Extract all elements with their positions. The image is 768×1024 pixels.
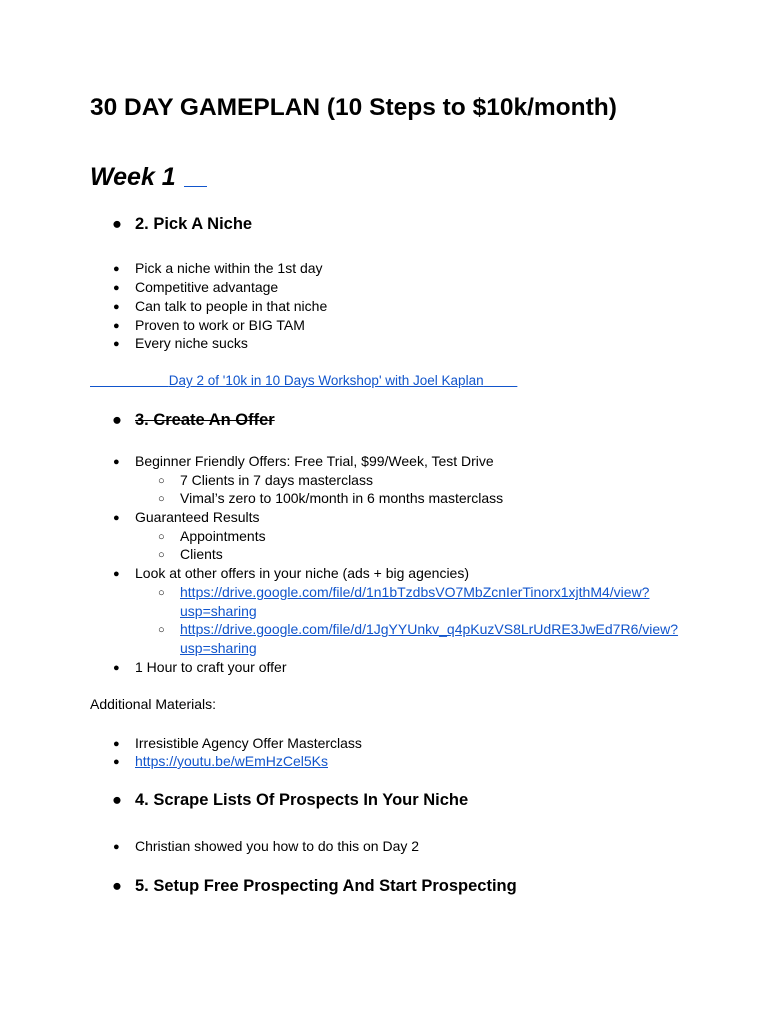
bullet-icon: ● [113,841,120,853]
bullet-icon: ● [113,662,120,674]
hollow-bullet-icon: ○ [158,531,165,543]
drive-link-1[interactable]: https://drive.google.com/file/d/1n1bTzdbsVO7MbZcnIerTinorx1xjthM4/view? [180,584,650,600]
list-item: ● Competitive advantage [113,278,278,298]
list-item: ● Proven to work or BIG TAM [113,316,305,336]
section-heading-create-an-offer: ● 3. Create An Offer [112,411,275,429]
section-heading-setup-prospecting: ● 5. Setup Free Prospecting And Start Prospecting [112,877,517,895]
bullet-icon: ● [112,877,122,895]
document-title: 30 DAY GAMEPLAN (10 Steps to $10k/month) [90,94,617,121]
bullet-icon: ● [112,791,122,809]
list-item: ● Beginner Friendly Offers: Free Trial, $99/Week, Test Drive [113,452,494,472]
hollow-bullet-icon: ○ [158,624,165,636]
week-heading-underline [184,185,207,187]
sub-list-item: ○ Clients [158,545,223,565]
bullet-icon: ● [113,738,120,750]
list-item [113,752,328,772]
list-item: ● 1 Hour to craft your offer [113,658,286,678]
bullet-icon: ● [113,301,120,313]
list-item: ● Look at other offers in your niche (ads + big agencies) [113,564,469,584]
week-heading [90,160,207,194]
hollow-bullet-icon: ○ [158,475,165,487]
bullet-icon: ● [113,282,120,294]
bullet-icon: ● [113,263,120,275]
bullet-icon: ● [112,215,122,233]
additional-materials-label: Additional Materials: [90,696,217,712]
list-item: ● Christian showed you how to do this on Day 2 [113,837,419,857]
bullet-icon: ● [113,338,120,350]
list-item: ● Irresistible Agency Offer Masterclass [113,734,362,754]
list-item: ● Every niche sucks [113,334,248,354]
sub-list-item: ○ 7 Clients in 7 days masterclass [158,471,373,491]
sub-list-item-continuation [158,639,257,658]
bullet-icon: ● [113,512,120,524]
drive-link-2[interactable]: https://drive.google.com/file/d/1JgYYUnkv_q4pKuzVS8LrUdRE3JwEd7R6/view? [180,621,679,637]
hollow-bullet-icon: ○ [158,549,165,561]
sub-list-item: ○ Appointments [158,527,266,547]
list-item: ● Can talk to people in that niche [113,297,327,317]
youtube-link[interactable]: https://youtu.be/wEmHzCel5Ks [135,753,328,769]
sub-list-item [158,620,678,640]
bullet-icon: ● [113,568,120,580]
bullet-icon: ● [113,456,120,468]
section-heading-pick-a-niche: ● 2. Pick A Niche [112,215,253,233]
sub-list-item [158,583,649,603]
list-item: ● Pick a niche within the 1st day [113,259,323,279]
week-heading-text: Week 1 [90,163,176,191]
bullet-icon: ● [113,756,120,768]
workshop-reference-link[interactable]: Day 2 of '10k in 10 Days Workshop' with Joel Kaplan [168,373,484,388]
bullet-icon: ● [112,411,122,429]
hollow-bullet-icon: ○ [158,493,165,505]
bullet-icon: ● [113,320,120,332]
section-heading-scrape-lists: ● 4. Scrape Lists Of Prospects In Your Niche [112,791,469,809]
hollow-bullet-icon: ○ [158,587,165,599]
sub-list-item: ○ Vimal’s zero to 100k/month in 6 months masterclass [158,489,503,509]
drive-link-2-continuation[interactable]: usp=sharing [180,640,257,656]
list-item: ● Guaranteed Results [113,508,260,528]
sub-list-item-continuation [158,602,257,621]
drive-link-1-continuation[interactable]: usp=sharing [180,603,257,619]
